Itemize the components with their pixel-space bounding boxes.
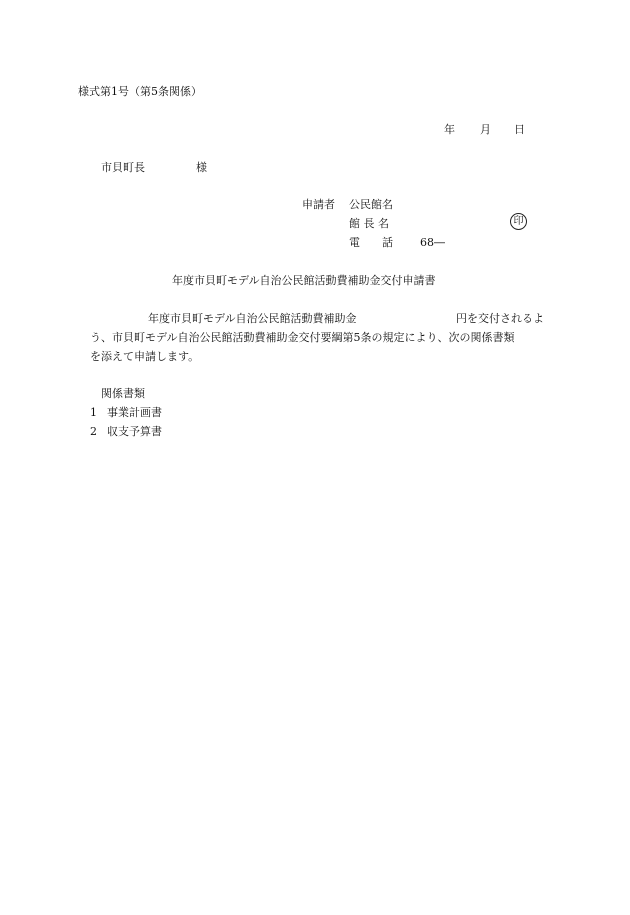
phone-value: 68― [420, 236, 445, 249]
hall-name-label: 公民館名 [349, 198, 393, 211]
date-day-label: 日 [514, 123, 525, 136]
date-year-label: 年 [444, 123, 455, 136]
document-item-number: 1 [90, 406, 97, 419]
seal-mark [510, 213, 527, 230]
body-line2: う、市貝町モデル自治公民館活動費補助金交付要綱第5条の規定により、次の関係書類 [90, 331, 515, 344]
body-line1-part2: 円を交付されるよ [456, 312, 544, 325]
document-item-label: 事業計画書 [107, 406, 162, 419]
addressee-honorific: 様 [196, 161, 207, 174]
document-item-label: 収支予算書 [107, 425, 162, 438]
director-name-label: 館 長 名 [349, 217, 389, 230]
date-month-label: 月 [480, 123, 491, 136]
document-title: 年度市貝町モデル自治公民館活動費補助金交付申請書 [172, 274, 436, 287]
addressee-name: 市貝町長 [101, 161, 145, 174]
body-line1-part1: 年度市貝町モデル自治公民館活動費補助金 [148, 312, 357, 325]
body-line3: を添えて申請します。 [90, 350, 200, 363]
documents-heading: 関係書類 [101, 387, 145, 400]
document-item-number: 2 [90, 425, 97, 438]
phone-label: 電 話 [349, 236, 393, 249]
form-number: 様式第1号（第5条関係） [78, 85, 202, 98]
seal-char: 印 [513, 215, 524, 227]
applicant-label: 申請者 [302, 198, 335, 211]
